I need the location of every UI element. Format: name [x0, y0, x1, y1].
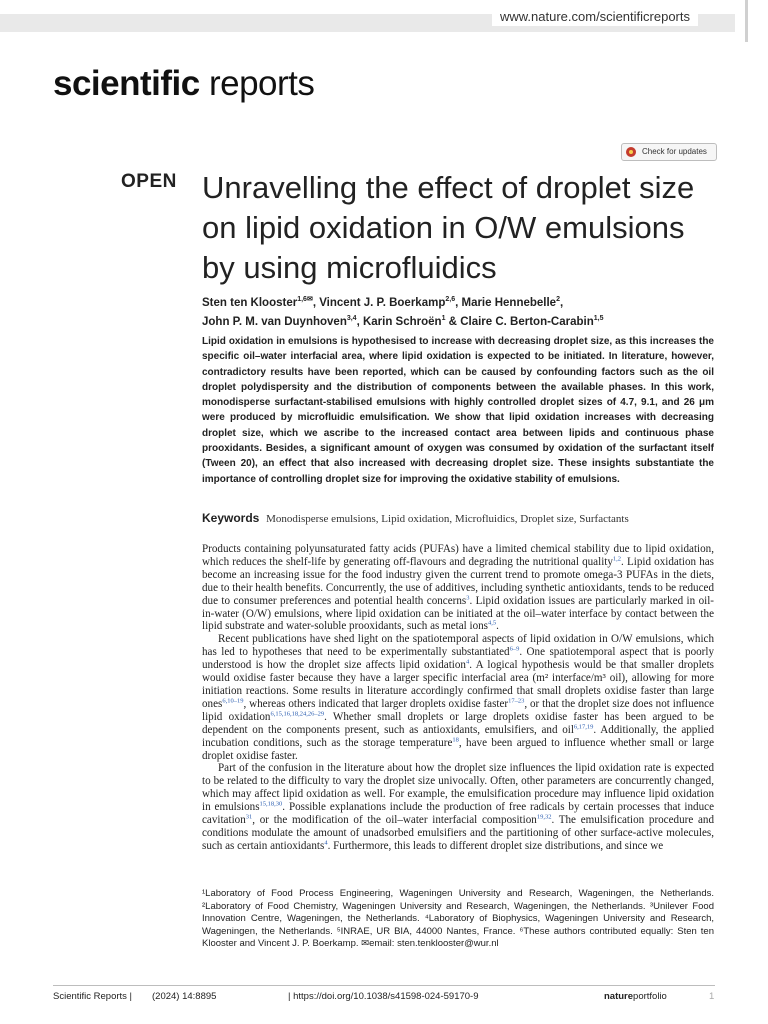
affiliations: ¹Laboratory of Food Process Engineering, Wageningen University and Research, Wageningen, the Netherlands. ²Laboratory of Food Chemistry, Wageningen University and Research, Wageningen, the Netherlands. ³Unilever Food Innovation Centre, Wageningen, the Netherlands. ⁴Laboratory of Biophysics, Wageningen University and Research, Wageningen, the Netherlands. ⁵INRAE, UR BIA, 44000 Nantes, France. ⁶These authors contributed equally: Sten ten Klooster and Vincent J. P. Boerkamp. ✉email: sten.tenklooster@wur.nl — [202, 888, 714, 949]
author-name[interactable]: Claire C. Berton-Carabin — [460, 315, 594, 328]
author-name[interactable]: Karin Schroën — [362, 315, 442, 328]
citation-ref[interactable]: 17–23 — [508, 697, 525, 705]
keywords-text: Monodisperse emulsions, Lipid oxidation, Microfluidics, Droplet size, Surfactants — [266, 513, 629, 525]
footer-volume: (2024) 14:8895 — [152, 991, 217, 1002]
article-body — [202, 543, 714, 853]
author-name[interactable]: Vincent J. P. Boerkamp — [319, 296, 446, 309]
citation-ref[interactable]: 6,17,19 — [573, 723, 594, 730]
citation-ref[interactable]: 19,32 — [536, 813, 552, 821]
keywords-label: Keywords — [202, 511, 260, 525]
top-bar-rule — [745, 0, 748, 42]
keywords — [202, 511, 722, 525]
citation-ref[interactable]: 6–9 — [509, 645, 520, 653]
body-paragraph-1: Products containing polyunsaturated fatty acids (PUFAs) have a limited chemical stability due to lipid oxidation, which reduces the shelf-life by generating off-flavours and degrading the nutritional quality$^{1,2}$. Lipid oxidation has become an increasing issue for the food industry given the current trend to promote omega-3 PUFAs in the diets, due to their health benefits. Concurrently, the use of additives, including synthetic antioxidants, tends to be reduced due to consumer preferences and potential health concerns$^3$. Lipid oxidation issues are particularly marked in oil-in-water (O/W) emulsions, where lipid oxidation can be initiated at the oil–water interface by contact between the lipid substrate and water-soluble prooxidants, such as metal ions$^{4,5}$. — [202, 543, 714, 633]
author-affiliation-ref: 2,6 — [445, 296, 456, 303]
citation-ref[interactable]: 1,2 — [612, 555, 622, 563]
abstract: Lipid oxidation in emulsions is hypothesised to increase with decreasing droplet size, as this increases the specific oil–water interfacial area, where lipid oxidation is expected to be initiated. In literature, however, contradictory results have been reported, which can be caused by confounding factors such as the oil droplet polydispersity and the distribution of components between the available phases. In this work, monodisperse surfactant-stabilised emulsions with highly controlled droplet sizes of 4.7, 9.1, and 26 μm were produced by microfluidic emulsification. We show that lipid oxidation increases with decreasing droplet size, which we ascribe to the increased contact area between lipids and continuous phase prooxidants. Besides, a significant amount of oxygen was consumed by oxidation of the surfactant itself (Tween 20), an effect that also increased with decreasing droplet size. These insights substantiate the importance of controlling droplet size for improving the oxidative stability of emulsions. — [202, 336, 714, 485]
body-paragraph-3: Part of the confusion in the literature about how the droplet size influences the lipid oxidation rate is expected to be related to the difficulty to vary the droplet size univocally. Often, other parameters are concurrently changed, which may affect lipid oxidation as well. For example, the emulsification procedure may influence lipid oxidation in emulsions$^{15,18,30}$. Possible explanations include the production of free radicals by certain processes that induce cavitation$^{31}$, or the modification of the oil–water interfacial composition$^{19,32}$. The emulsification procedure and conditions modulate the amount of unadsorbed emulsifiers and the partitioning of other surface-active molecules, such as certain antioxidants$^4$. Furthermore, this leads to different droplet size distributions, and since we — [202, 762, 714, 852]
citation-ref[interactable]: 15,18,30 — [259, 800, 283, 808]
author-list: Sten ten Klooster$^{1,6✉}$, Vincent J. P. Boerkamp$^{2,6}$, Marie Hennebelle$^2$, John P. M. van Duynhoven$^{3,4}$, Karin Schroën$^1$ & Claire C. Berton-Carabin$^{1,5}$ — [202, 296, 604, 328]
author-name[interactable]: John P. M. van Duynhoven — [202, 315, 347, 328]
citation-ref[interactable]: 3 — [466, 593, 470, 601]
check-for-updates-label: Check for updates — [642, 147, 707, 156]
citation-ref[interactable]: 18 — [452, 735, 459, 743]
journal-url[interactable]: www.nature.com/scientificreports — [0, 9, 706, 24]
body-paragraph-2: Recent publications have shed light on the spatiotemporal aspects of lipid oxidation in O/W emulsions, which has led to hypotheses that need to be experimentally substantiated$^{6-9}$. One spatiotemporal aspect that is poorly understood is how the droplet size affects lipid oxidation$^4$. A logical hypothesis would be that smaller droplets would oxidise faster because they have a larger specific interfacial area (m² interface/m³ oil), allowing for more initiation reactions. Some results in literature accordingly confirmed that small droplets oxidise faster than large ones$^{6,10-19}$, whereas others indicated that larger droplets oxidise faster$^{17-23}$, or that the droplet size does not influence lipid oxidation$^{6,15,16,18,24,26-29}$. Whether small droplets or large droplets oxidise faster has been argued to be dependent on the components present, such as antioxidants, emulsifiers, and oil$^{6,17,19}$. Additionally, the applied incubation conditions, such as the storage temperature$^{18}$, have been argued to influence whether small or large droplet oxidise faster. — [202, 633, 715, 762]
journal-logo: scientific reports — [53, 64, 315, 103]
crossmark-icon — [626, 147, 636, 157]
author-affiliation-ref: 1 — [441, 314, 446, 322]
author-affiliation-ref: 1,6✉ — [297, 296, 313, 303]
author-affiliation-ref: 2 — [556, 296, 560, 303]
open-access-label: OPEN — [121, 171, 177, 192]
footer-doi-link[interactable]: | https://doi.org/10.1038/s41598-024-59170-9 — [288, 991, 479, 1002]
check-for-updates-button[interactable] — [621, 143, 717, 161]
citation-ref[interactable]: 6,15,16,18,24,26–29 — [270, 710, 325, 718]
footer-publisher-logo: natureportfolio — [604, 991, 667, 1002]
citation-ref[interactable]: 4,5 — [488, 619, 497, 627]
citation-ref[interactable]: 31 — [245, 813, 253, 821]
footer-divider — [53, 985, 715, 986]
author-name[interactable]: Sten ten Klooster — [202, 296, 298, 309]
citation-ref[interactable]: 6,10–19 — [222, 697, 244, 705]
citation-ref[interactable]: 4 — [465, 658, 470, 666]
author-affiliation-ref: 3,4 — [346, 314, 357, 322]
footer-journal: Scientific Reports | — [53, 991, 133, 1002]
author-affiliation-ref: 1,5 — [593, 314, 604, 322]
citation-ref[interactable]: 4 — [324, 839, 328, 847]
top-bar — [0, 0, 768, 42]
author-name[interactable]: Marie Hennebelle — [461, 296, 557, 309]
footer-page-number: 1 — [709, 991, 715, 1002]
article-title: Unravelling the effect of droplet size on lipid oxidation in O/W emulsions by using microfluidics — [202, 170, 695, 285]
